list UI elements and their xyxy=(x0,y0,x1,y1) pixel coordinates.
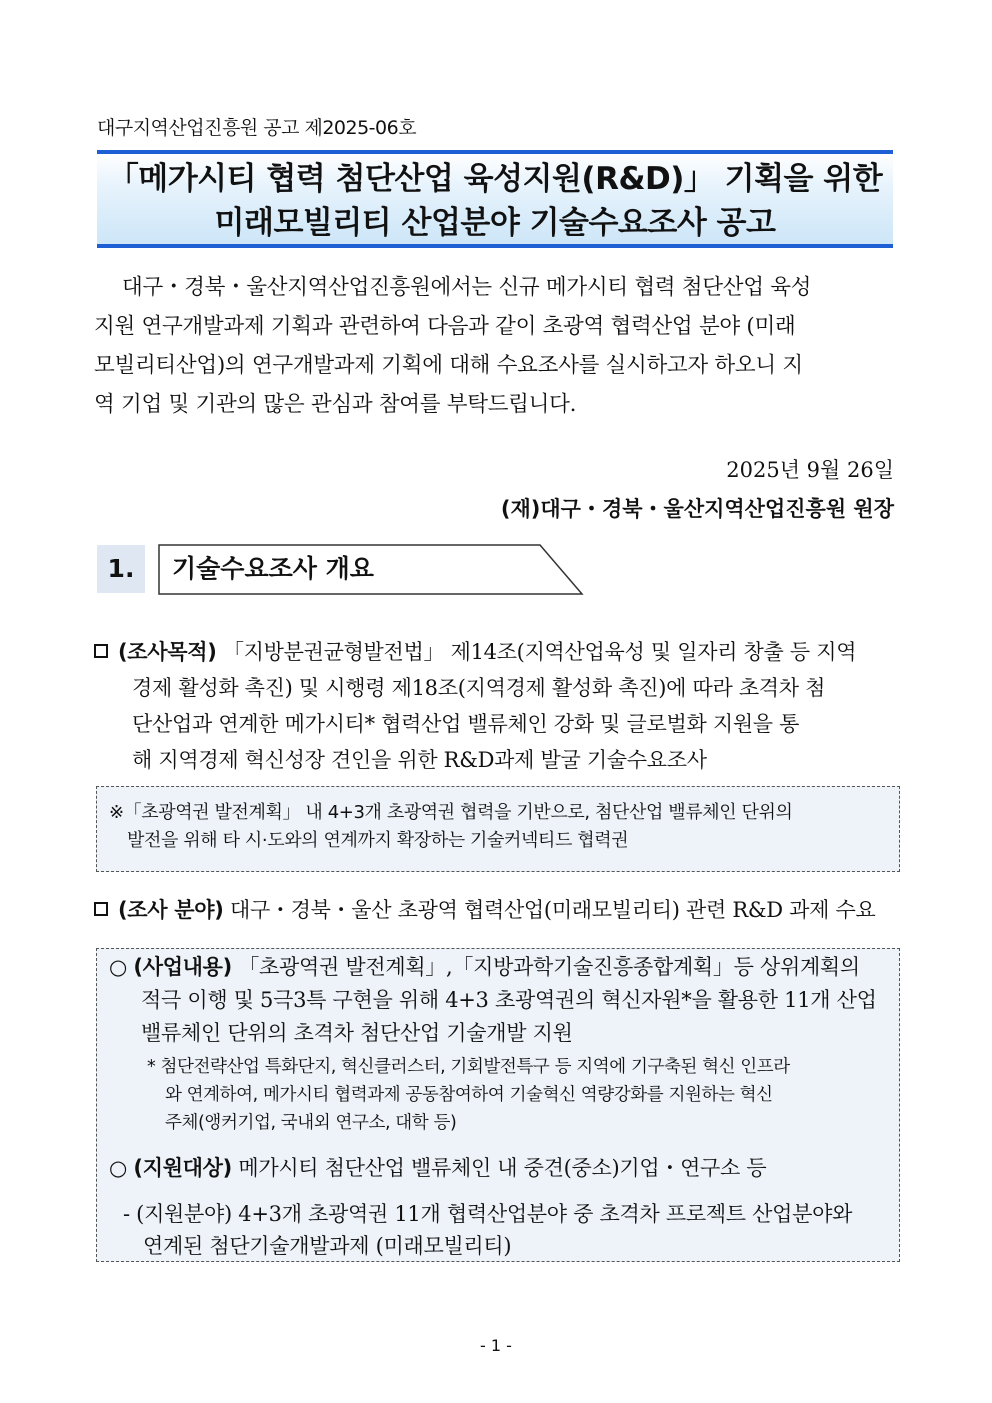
target-label: (지원대상) xyxy=(133,1156,232,1180)
purpose-note-line: 발전을 위해 타 시·도와의 연계까지 확장하는 기술커넥티드 협력권 xyxy=(127,830,629,851)
purpose-item xyxy=(94,634,896,778)
field-text: 대구・경북・울산 초광역 협력산업(미래모빌리티) 관련 R&D 과제 수요 xyxy=(229,898,876,922)
business-note-line: * 첨단전략산업 특화단지, 혁신클러스터, 기회발전특구 등 지역에 기구축된 혁신 인프라 xyxy=(147,1057,790,1077)
business-line: 적극 이행 및 5극3특 구현을 위해 4+3 초광역권의 혁신자원*을 활용한 11개 산업 xyxy=(141,988,877,1012)
circle-bullet-icon: ○ xyxy=(109,955,134,979)
target-item xyxy=(109,1152,889,1185)
signer: (재)대구・경북・울산지역산업진흥원 원장 xyxy=(500,497,894,521)
purpose-continuation xyxy=(94,670,896,778)
section-title: 기술수요조사 개요 xyxy=(172,554,374,583)
purpose-line: 경제 활성화 촉진) 및 시행령 제18조(지역경제 활성화 촉진)에 따라 초격차 첨 xyxy=(132,676,826,700)
business-item xyxy=(109,951,889,984)
intro-paragraph xyxy=(94,268,894,424)
intro-line: 모빌리티산업)의 연구개발과제 기획에 대해 수요조사를 실시하고자 하오니 지 xyxy=(94,353,803,378)
checkbox-square-icon xyxy=(94,644,108,658)
purpose-text: 「지방분권균형발전법」 제14조(지역산업육성 및 일자리 창출 등 지역 xyxy=(222,640,857,664)
field-label: (조사 분야) xyxy=(118,898,224,922)
intro-line: 역 기업 및 기관의 많은 관심과 참여를 부탁드립니다. xyxy=(94,392,577,417)
purpose-note-line: ※「초광역권 발전계획」 내 4+3개 초광역권 협력을 기반으로, 첨단산업 밸류체인 단위의 xyxy=(109,802,793,823)
circle-bullet-icon: ○ xyxy=(109,1156,134,1180)
field-item xyxy=(94,892,896,928)
document-title-line2: 미래모빌리티 산업분야 기술수요조사 공고 xyxy=(214,205,776,241)
purpose-line: 해 지역경제 혁신성장 견인을 위한 R&D과제 발굴 기술수요조사 xyxy=(132,748,707,772)
support-field-line: 연계된 첨단기술개발과제 (미래모빌리티) xyxy=(143,1234,512,1258)
purpose-label: (조사목적) xyxy=(118,640,217,664)
checkbox-square-icon xyxy=(94,902,108,916)
document-title-box xyxy=(97,150,893,248)
purpose-line: 단산업과 연계한 메가시티* 협력산업 밸류체인 강화 및 글로벌화 지원을 통 xyxy=(132,712,800,736)
business-text: 「초광역권 발전계획」,「지방과학기술진흥종합계획」등 상위계획의 xyxy=(238,955,860,979)
announcement-date: 2025년 9월 26일 xyxy=(726,458,894,482)
business-label: (사업내용) xyxy=(133,955,232,979)
target-text: 메가시티 첨단산업 밸류체인 내 중견(중소)기업・연구소 등 xyxy=(238,1156,767,1180)
document-title-line1: 「메가시티 협력 첨단산업 육성지원(R&D)」 기획을 위한 xyxy=(107,161,883,197)
business-note-line: 와 연계하여, 메가시티 협력과제 공동참여하여 기술혁신 역량강화를 지원하는 혁신 xyxy=(165,1085,773,1105)
intro-line: 대구・경북・울산지역산업진흥원에서는 신규 메가시티 협력 첨단산업 육성 xyxy=(122,275,812,300)
section-number: 1. xyxy=(97,545,145,593)
business-note-line: 주체(앵커기업, 국내외 연구소, 대학 등) xyxy=(165,1113,457,1133)
purpose-note-box xyxy=(96,786,900,872)
page-number: - 1 - xyxy=(480,1336,512,1355)
intro-line: 지원 연구개발과제 기획과 관련하여 다음과 같이 초광역 협력산업 분야 (미래 xyxy=(94,314,796,339)
business-line: 밸류체인 단위의 초격차 첨단산업 기술개발 지원 xyxy=(141,1021,573,1045)
details-box xyxy=(96,948,900,1262)
support-field-line: - (지원분야) 4+3개 초광역권 11개 협력산업분야 중 초격차 프로젝트 산업분야와 xyxy=(123,1202,853,1226)
purpose-first-line xyxy=(94,634,896,670)
notice-number: 대구지역산업진흥원 공고 제2025-06호 xyxy=(97,117,417,139)
